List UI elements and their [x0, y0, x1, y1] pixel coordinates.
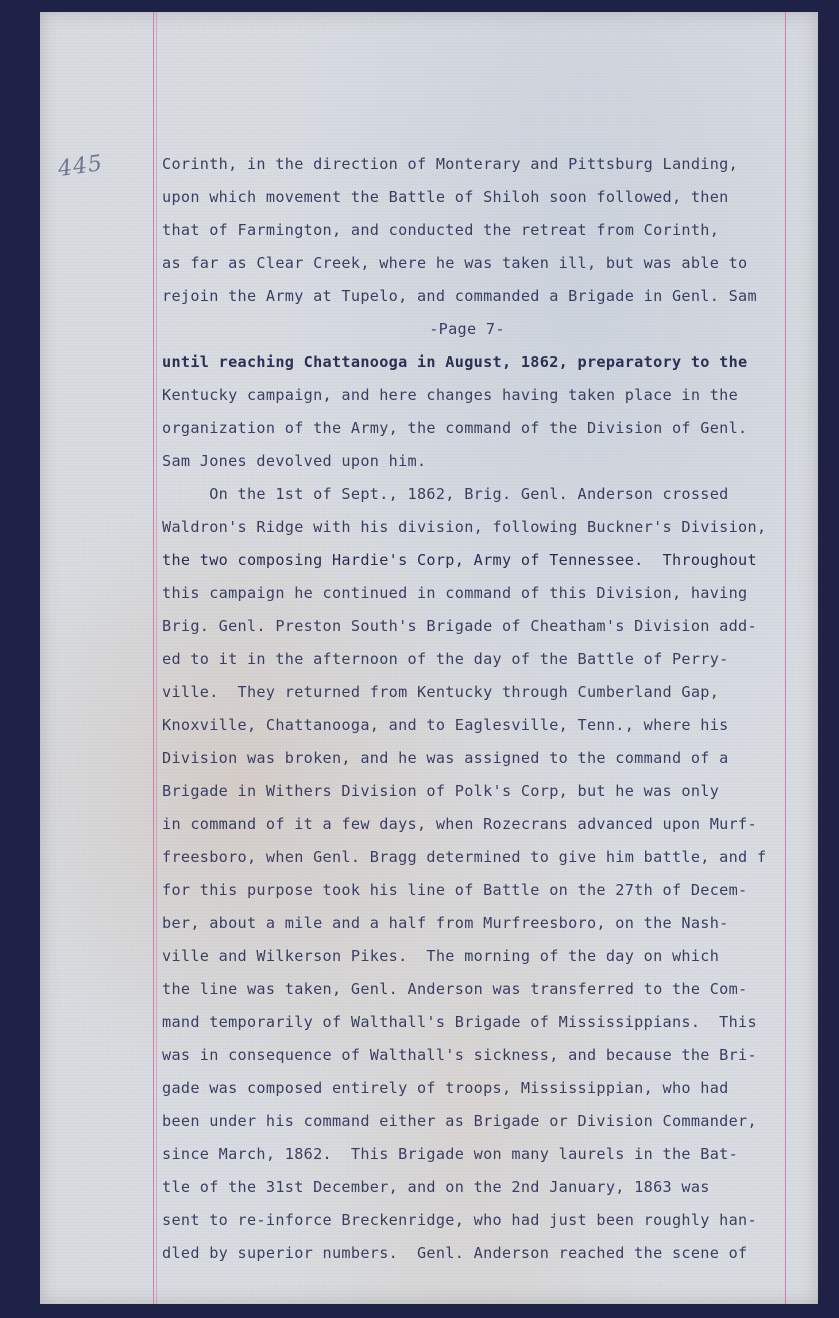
text-line: tle of the 31st December, and on the 2nd January, 1863 was [162, 1178, 710, 1196]
typed-text-body [162, 152, 802, 1274]
text-line: freesboro, when Genl. Bragg determined to give him battle, and f [162, 848, 767, 866]
document-page [40, 12, 818, 1304]
text-line: ville and Wilkerson Pikes. The morning of the day on which [162, 947, 720, 965]
text-line: ville. They returned from Kentucky through Cumberland Gap, [162, 683, 720, 701]
text-line: was in consequence of Walthall's sickness, and because the Bri- [162, 1046, 757, 1064]
text-line: Brigade in Withers Division of Polk's Corp, but he was only [162, 782, 720, 800]
text-line: rejoin the Army at Tupelo, and commanded a Brigade in Genl. Sam [162, 287, 757, 305]
text-line: for this purpose took his line of Battle on the 27th of Decem- [162, 881, 748, 899]
text-line: Kentucky campaign, and here changes having taken place in the [162, 386, 739, 404]
text-line: Sam Jones devolved upon him. [162, 452, 427, 470]
text-line: the line was taken, Genl. Anderson was transferred to the Com- [162, 980, 748, 998]
text-line: On the 1st of Sept., 1862, Brig. Genl. Anderson crossed [162, 485, 729, 503]
text-line: since March, 1862. This Brigade won many laurels in the Bat- [162, 1145, 739, 1163]
text-line: this campaign he continued in command of this Division, having [162, 584, 748, 602]
text-line: Division was broken, and he was assigned to the command of a [162, 749, 729, 767]
text-line: until reaching Chattanooga in August, 1862, preparatory to the [162, 353, 748, 371]
text-line: been under his command either as Brigade or Division Commander, [162, 1112, 757, 1130]
text-line: as far as Clear Creek, where he was taken ill, but was able to [162, 254, 748, 272]
left-margin-rule [153, 12, 154, 1304]
text-line: Corinth, in the direction of Monterary and Pittsburg Landing, [162, 155, 739, 173]
text-line: that of Farmington, and conducted the retreat from Corinth, [162, 221, 720, 239]
page-marker: -Page 7- [429, 320, 505, 338]
text-line: Waldron's Ridge with his division, following Buckner's Division, [162, 518, 767, 536]
text-line: sent to re-inforce Breckenridge, who had just been roughly han- [162, 1211, 757, 1229]
text-line: upon which movement the Battle of Shiloh soon followed, then [162, 188, 729, 206]
text-line: dled by superior numbers. Genl. Anderson reached the scene of [162, 1244, 748, 1262]
handwritten-page-number: 445 [56, 150, 105, 183]
text-line: the two composing Hardie's Corp, Army of Tennessee. Throughout [162, 551, 757, 569]
text-line: Brig. Genl. Preston South's Brigade of Cheatham's Division add- [162, 617, 757, 635]
text-line: ber, about a mile and a half from Murfreesboro, on the Nash- [162, 914, 729, 932]
text-line: Knoxville, Chattanooga, and to Eaglesville, Tenn., where his [162, 716, 729, 734]
text-line: organization of the Army, the command of the Division of Genl. [162, 419, 748, 437]
text-line: mand temporarily of Walthall's Brigade of Mississippians. This [162, 1013, 757, 1031]
left-margin-rule-secondary [156, 12, 157, 1304]
text-line: ed to it in the afternoon of the day of the Battle of Perry- [162, 650, 729, 668]
text-line: gade was composed entirely of troops, Mississippian, who had [162, 1079, 729, 1097]
text-line: in command of it a few days, when Rozecrans advanced upon Murf- [162, 815, 757, 833]
